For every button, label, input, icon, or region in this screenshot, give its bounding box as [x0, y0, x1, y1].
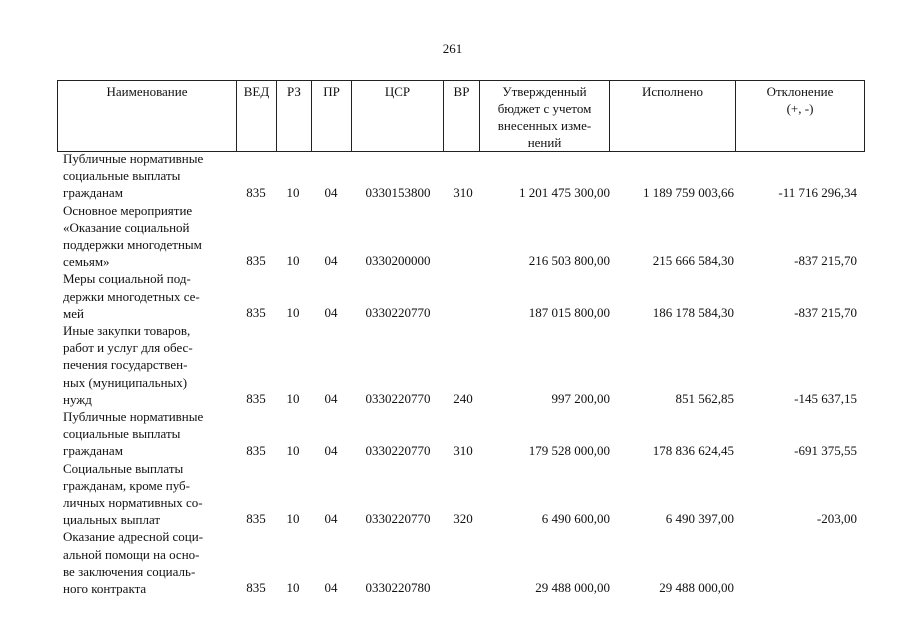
- table-body: [57, 150, 864, 597]
- row-csr: 0330220770: [365, 305, 431, 321]
- row-executed: 215 666 584,30: [652, 253, 734, 269]
- page-number: 261: [442, 41, 463, 56]
- row-name: Меры социальной под- держки многодетных се- мей: [63, 271, 200, 321]
- row-ved: 835: [246, 511, 266, 527]
- table-row: [57, 460, 864, 529]
- header-executed: Исполнено: [610, 81, 736, 152]
- row-csr: 0330200000: [365, 253, 431, 269]
- row-name: Публичные нормативные социальные выплаты гражданам: [63, 151, 204, 201]
- row-pr: 04: [324, 391, 338, 407]
- row-rz: 10: [286, 511, 300, 527]
- row-executed: 178 836 624,45: [652, 442, 734, 458]
- table-row: [57, 270, 864, 322]
- row-rz: 10: [286, 253, 300, 269]
- row-ved: 835: [246, 442, 266, 458]
- row-ved: 835: [246, 305, 266, 321]
- row-ved: 835: [246, 391, 266, 407]
- row-pr: 04: [324, 253, 338, 269]
- header-ved: ВЕД: [237, 81, 277, 152]
- header-budget: Утвержденный бюджет с учетом внесенных изме- нений: [480, 81, 610, 152]
- row-budget: 179 528 000,00: [528, 442, 610, 458]
- header-csr: ЦСР: [352, 81, 444, 152]
- row-rz: 10: [286, 580, 300, 596]
- table-row: [57, 150, 864, 202]
- row-deviation: -145 637,15: [794, 391, 857, 407]
- header-rz: РЗ: [277, 81, 312, 152]
- row-rz: 10: [286, 442, 300, 458]
- row-pr: 04: [324, 511, 338, 527]
- row-budget: 1 201 475 300,00: [519, 184, 610, 200]
- row-name: Оказание адресной соци- альной помощи на осно- ве заключения социаль- ного контракта: [63, 529, 204, 597]
- row-vr: 310: [453, 184, 473, 200]
- row-name: Социальные выплаты гражданам, кроме пуб- личных нормативных со- циальных выплат: [63, 460, 203, 528]
- table-header: [57, 80, 865, 152]
- row-budget: 997 200,00: [551, 391, 610, 407]
- header-deviation: Отклонение (+, -): [736, 81, 865, 152]
- row-executed: 6 490 397,00: [665, 511, 734, 527]
- row-deviation: -691 375,55: [794, 442, 857, 458]
- table-row: [57, 202, 864, 271]
- row-executed: 1 189 759 003,66: [643, 184, 734, 200]
- row-ved: 835: [246, 253, 266, 269]
- row-deviation: -11 716 296,34: [778, 184, 857, 200]
- row-csr: 0330220770: [365, 442, 431, 458]
- header-pr: ПР: [312, 81, 352, 152]
- row-vr: 310: [453, 442, 473, 458]
- row-vr: 240: [453, 391, 473, 407]
- row-budget: 6 490 600,00: [541, 511, 610, 527]
- row-ved: 835: [246, 184, 266, 200]
- row-pr: 04: [324, 442, 338, 458]
- row-pr: 04: [324, 580, 338, 596]
- row-name: Иные закупки товаров, работ и услуг для обес- печения государствен- ных (муниципальных) нужд: [63, 323, 193, 407]
- table-row: [57, 528, 864, 597]
- row-name: Основное мероприятие «Оказание социальной поддержки многодетным семьям»: [63, 202, 202, 270]
- header-name: Наименование: [58, 81, 237, 152]
- header-vr: ВР: [444, 81, 480, 152]
- row-name: Публичные нормативные социальные выплаты гражданам: [63, 409, 204, 459]
- row-budget: 29 488 000,00: [535, 580, 610, 596]
- row-pr: 04: [324, 184, 338, 200]
- row-vr: 320: [453, 511, 473, 527]
- row-executed: 851 562,85: [675, 391, 734, 407]
- row-rz: 10: [286, 184, 300, 200]
- row-rz: 10: [286, 305, 300, 321]
- row-ved: 835: [246, 580, 266, 596]
- row-csr: 0330220770: [365, 511, 431, 527]
- row-executed: 29 488 000,00: [659, 580, 734, 596]
- row-csr: 0330220770: [365, 391, 431, 407]
- row-pr: 04: [324, 305, 338, 321]
- row-executed: 186 178 584,30: [652, 305, 734, 321]
- row-csr: 0330220780: [365, 580, 431, 596]
- table-row: [57, 408, 864, 460]
- row-deviation: -837 215,70: [794, 305, 857, 321]
- row-budget: 216 503 800,00: [528, 253, 610, 269]
- row-rz: 10: [286, 391, 300, 407]
- row-deviation: -837 215,70: [794, 253, 857, 269]
- row-csr: 0330153800: [365, 184, 431, 200]
- row-deviation: -203,00: [816, 511, 857, 527]
- row-budget: 187 015 800,00: [528, 305, 610, 321]
- table-row: [57, 322, 864, 408]
